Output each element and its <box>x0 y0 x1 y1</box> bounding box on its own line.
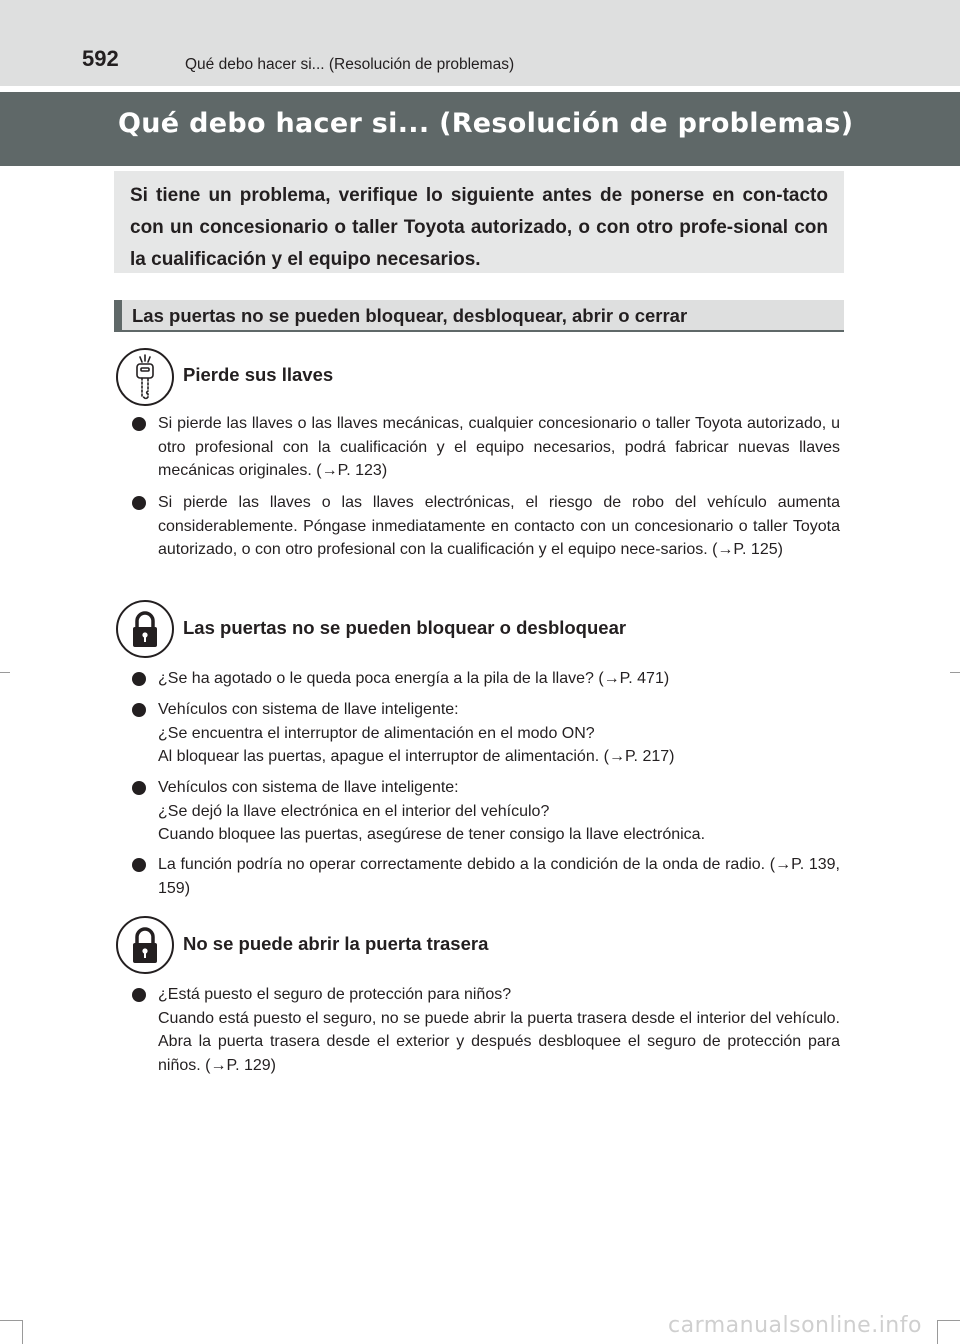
padlock-icon <box>116 916 174 974</box>
bullet-icon <box>132 988 146 1002</box>
subsection-heading: No se puede abrir la puerta trasera <box>183 933 489 954</box>
intro-text: Si tiene un problema, verifique lo siguiente antes de ponerse en con-tacto con un concesionario o taller Toyota autorizado, o con otro profe-sional con la cualificación y el equipo necesarios. <box>130 185 828 270</box>
crop-mark <box>0 1320 22 1321</box>
list-item: Si pierde las llaves o las llaves electrónicas, el riesgo de robo del vehículo aumenta considerablemente. Póngase inmediatamente en contacto con un concesionario o taller Toyota autorizado, o con otro profesional con la cualificación y el equipo nece-sarios. (→P. 125) <box>130 491 840 562</box>
crop-mark <box>0 672 10 673</box>
page-number: 592 <box>82 46 119 71</box>
watermark: carmanualsonline.info <box>668 1313 922 1338</box>
crop-mark <box>22 1320 23 1344</box>
crop-mark <box>937 1320 938 1344</box>
bullet-icon <box>132 703 146 717</box>
list-item: ¿Se ha agotado o le queda poca energía a la pila de la llave? (→P. 471) <box>130 667 840 691</box>
crop-mark <box>938 1320 960 1321</box>
intro-box <box>114 171 844 273</box>
header-band <box>0 0 960 86</box>
bullet-icon <box>132 417 146 431</box>
list-item: La función podría no operar correctamente debido a la condición de la onda de radio. (→P. 139, 159) <box>130 853 840 900</box>
page-title: Qué debo hacer si... (Resolución de problemas) <box>118 108 854 139</box>
key-icon <box>116 348 174 406</box>
bullet-icon <box>132 858 146 872</box>
list-item: Si pierde las llaves o las llaves mecánicas, cualquier concesionario o taller Toyota autorizado, u otro profesional con la cualificación y el equipo necesarios, podrá fabricar nuevas llaves mecánicas originales. (→P. 123) <box>130 412 840 483</box>
bullet-icon <box>132 672 146 686</box>
section-heading-text: Las puertas no se pueden bloquear, desbloquear, abrir o cerrar <box>132 305 688 326</box>
subsection-heading: Las puertas no se pueden bloquear o desbloquear <box>183 617 627 638</box>
padlock-icon <box>116 600 174 658</box>
list-item: Vehículos con sistema de llave inteligente: ¿Se dejó la llave electrónica en el interior del vehículo? Cuando bloquee las puertas, asegúrese de tener consigo la llave electrónica. <box>130 776 840 847</box>
title-band <box>0 92 960 166</box>
list-item: Vehículos con sistema de llave inteligente: ¿Se encuentra el interruptor de alimentación en el modo ON? Al bloquear las puertas, apague el interruptor de alimentación. (→P. 217) <box>130 698 840 769</box>
list-item: ¿Está puesto el seguro de protección para niños? Cuando está puesto el seguro, no se puede abrir la puerta trasera desde el interior del vehículo. Abra la puerta trasera desde el exterior y después desbloquee el seguro de protección para niños. (→P. 129) <box>130 983 840 1077</box>
bullet-icon <box>132 496 146 510</box>
subsection-heading: Pierde sus llaves <box>183 364 334 385</box>
section-heading <box>114 300 844 332</box>
crop-mark <box>950 672 960 673</box>
running-header: Qué debo hacer si... (Resolución de problemas) <box>185 56 515 73</box>
bullet-icon <box>132 781 146 795</box>
